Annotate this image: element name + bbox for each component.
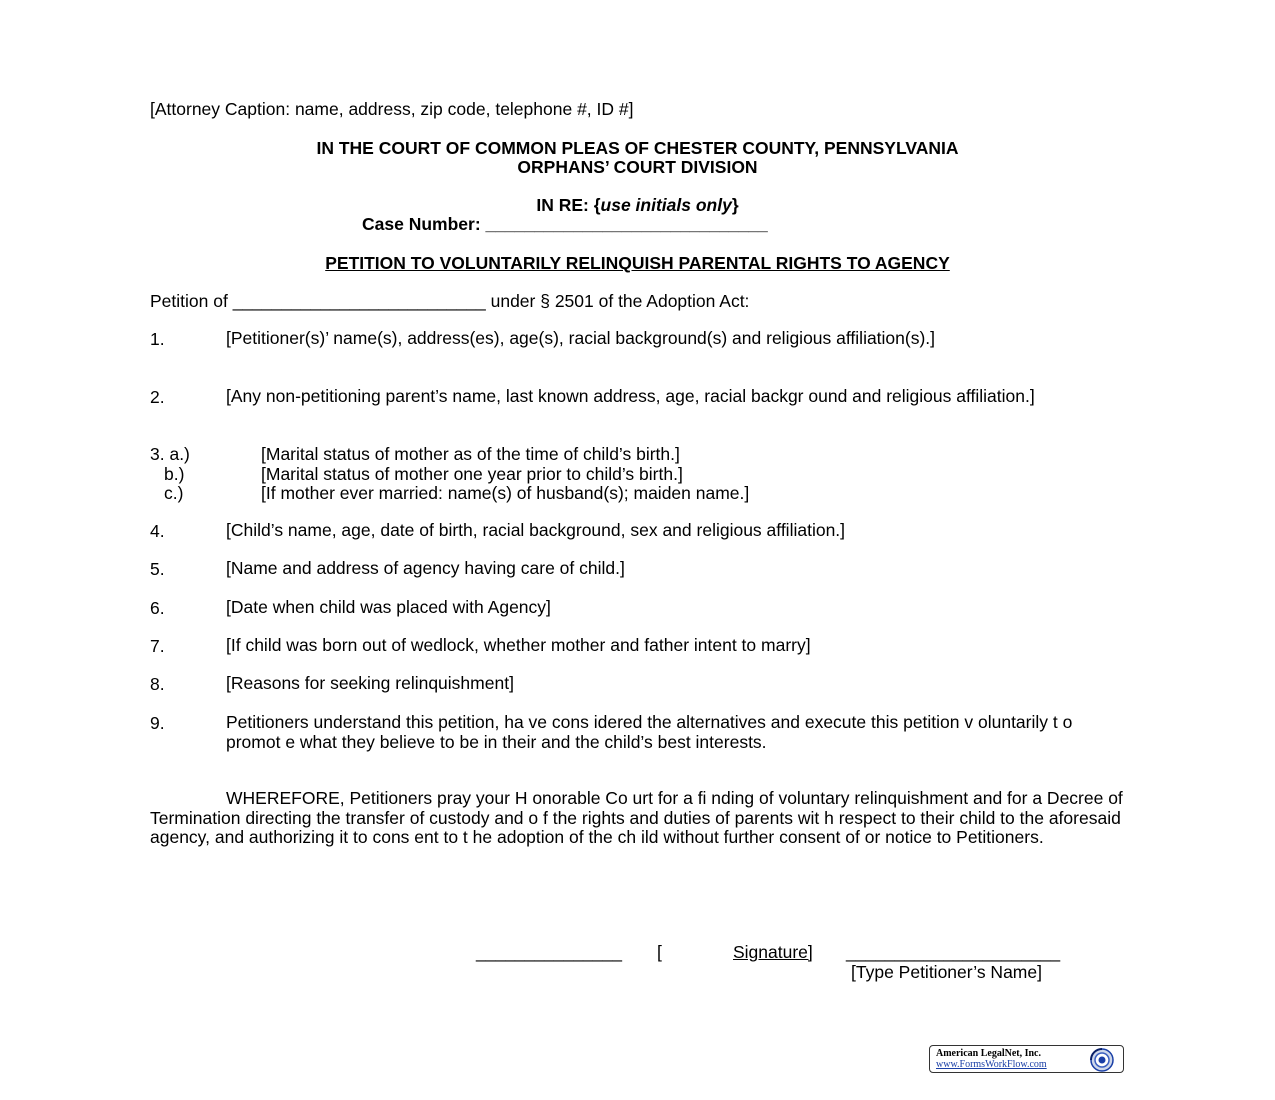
item-text: [Name and address of agency having care of child.] xyxy=(226,558,625,578)
case-number-line xyxy=(362,214,768,234)
item3b-label: b.) xyxy=(164,464,185,484)
globe-icon xyxy=(1083,1047,1121,1073)
logo-url[interactable]: www.FormsWorkFlow.com xyxy=(936,1059,1047,1070)
item-number: 9. xyxy=(150,713,165,733)
item-text: [Any non-petitioning parent’s name, last known address, age, racial backgr ound and religious affiliation.] xyxy=(226,386,1035,406)
signature-blank-left[interactable]: _______________ xyxy=(476,942,622,962)
item-number: 6. xyxy=(150,598,165,618)
in-re-value: use initials only xyxy=(600,195,732,215)
american-legalnet-logo[interactable] xyxy=(929,1045,1124,1073)
item-number: 7. xyxy=(150,636,165,656)
in-re-line xyxy=(150,195,1125,215)
item-number: 5. xyxy=(150,559,165,579)
item3a-label: 3. a.) xyxy=(150,444,190,464)
item-text: [Reasons for seeking relinquishment] xyxy=(226,673,514,693)
item3c-text: [If mother ever married: name(s) of husband(s); maiden name.] xyxy=(261,483,750,503)
item3a-text: [Marital status of mother as of the time of child’s birth.] xyxy=(261,444,680,464)
item-number: 2. xyxy=(150,387,165,407)
item-number: 1. xyxy=(150,329,165,349)
court-division: ORPHANS’ COURT DIVISION xyxy=(517,157,758,177)
item-text: [If child was born out of wedlock, whether mother and father intent to marry] xyxy=(226,635,811,655)
item-number: 4. xyxy=(150,521,165,541)
item-number: 8. xyxy=(150,674,165,694)
attorney-caption: [Attorney Caption: name, address, zip code, telephone #, ID #] xyxy=(150,99,634,119)
item3c-label: c.) xyxy=(164,483,184,503)
in-re-label: IN RE: { xyxy=(536,195,601,215)
petition-of-line: Petition of __________________________ under § 2501 of the Adoption Act: xyxy=(150,291,750,311)
signature-label: Signature] xyxy=(733,942,813,962)
wherefore-paragraph: WHEREFORE, Petitioners pray your H onorable Co urt for a fi nding of voluntary relinquishment and for a Decree of Termination directing the transfer of custody and o f the rights and duties of parents wit h respect to their child to the aforesaid agency, and authorizing it to cons ent to t he adoption of the ch ild without further consent of or notice to Petitioners. xyxy=(150,788,1123,847)
court-name: IN THE COURT OF COMMON PLEAS OF CHESTER COUNTY, PENNSYLVANIA xyxy=(316,138,959,158)
document-title: PETITION TO VOLUNTARILY RELINQUISH PARENTAL RIGHTS TO AGENCY xyxy=(325,253,950,273)
signature-bracket: [ xyxy=(657,942,662,962)
type-petitioner-name: [Type Petitioner’s Name] xyxy=(851,962,1042,982)
signature-blank-right[interactable]: ______________________ xyxy=(846,942,1061,962)
in-re-close: } xyxy=(731,195,739,215)
item-text: [Child’s name, age, date of birth, racial background, sex and religious affiliation.] xyxy=(226,520,846,540)
logo-company-name: American LegalNet, Inc. xyxy=(936,1048,1041,1059)
item3b-text: [Marital status of mother one year prior to child’s birth.] xyxy=(261,464,683,484)
case-number-blank[interactable]: _____________________________ xyxy=(485,214,768,234)
case-number-label: Case Number: xyxy=(362,214,486,234)
item-text: Petitioners understand this petition, ha ve cons idered the alternatives and execute this petition v oluntarily t o promot e what they believe to be in their and the child’s best interests. xyxy=(226,712,1073,752)
item-text: [Petitioner(s)’ name(s), address(es), age(s), racial background(s) and religious affiliation(s).] xyxy=(226,328,936,348)
item-text: [Date when child was placed with Agency] xyxy=(226,597,551,617)
